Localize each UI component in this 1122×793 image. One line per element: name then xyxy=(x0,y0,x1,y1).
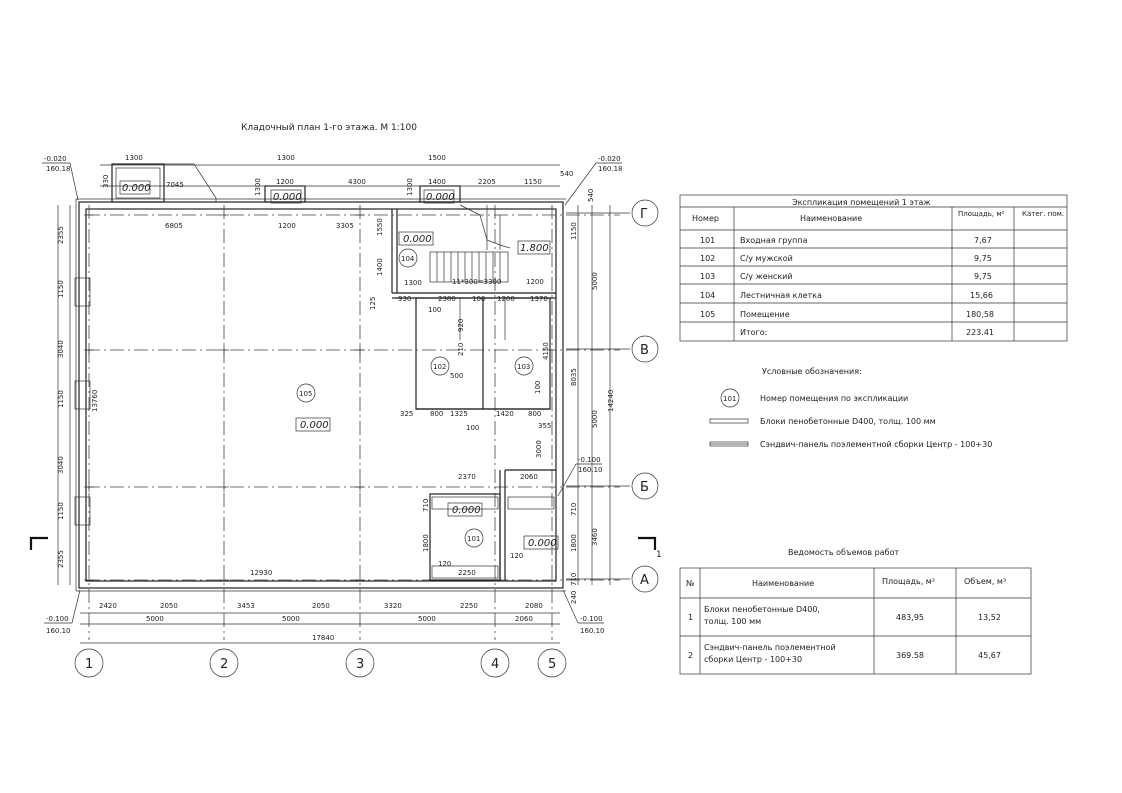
vol-h-area: Площадь, м² xyxy=(882,577,936,586)
svg-text:2050: 2050 xyxy=(312,602,330,610)
svg-text:1500: 1500 xyxy=(428,154,446,162)
svg-text:160.18: 160.18 xyxy=(46,165,71,173)
svg-text:1800: 1800 xyxy=(570,534,578,552)
svg-text:710: 710 xyxy=(422,498,430,512)
svg-text:1200: 1200 xyxy=(497,295,515,303)
expl-r2-name: С/у мужской xyxy=(740,254,793,263)
svg-text:355: 355 xyxy=(538,422,552,430)
legend-block-text: Блоки пенобетонные D400, толщ. 100 мм xyxy=(760,417,936,426)
svg-text:100: 100 xyxy=(472,295,486,303)
svg-text:2380: 2380 xyxy=(438,295,456,303)
svg-text:2250: 2250 xyxy=(458,569,476,577)
svg-text:7045: 7045 xyxy=(166,181,184,189)
svg-text:125: 125 xyxy=(369,296,377,310)
svg-text:100: 100 xyxy=(534,380,542,394)
explication-table xyxy=(680,195,1067,341)
svg-text:160.18: 160.18 xyxy=(598,165,623,173)
legend-title: Условные обозначения: xyxy=(762,367,862,376)
svg-text:540: 540 xyxy=(587,188,595,202)
plan-title: Кладочный план 1-го этажа. М 1:100 xyxy=(241,123,417,133)
vol-r2-vol: 45,67 xyxy=(978,651,1001,660)
section-label: 1 xyxy=(656,550,662,560)
svg-text:930: 930 xyxy=(398,295,412,303)
svg-text:2060: 2060 xyxy=(515,615,533,623)
room-104-label: 104 xyxy=(401,255,415,263)
svg-text:2420: 2420 xyxy=(99,602,117,610)
vol-r1-area: 483,95 xyxy=(896,613,924,622)
expl-r5-area: 180,58 xyxy=(966,310,994,319)
dim-top xyxy=(102,154,573,287)
svg-text:1800: 1800 xyxy=(422,534,430,552)
level-104: 0.000 xyxy=(403,234,432,245)
dim-bottom-total: 17840 xyxy=(312,634,335,642)
svg-text:1400: 1400 xyxy=(376,258,384,276)
level-main: 0.000 xyxy=(300,420,329,431)
svg-text:1200: 1200 xyxy=(526,278,544,286)
svg-text:11*300=3300: 11*300=3300 xyxy=(452,278,502,286)
svg-text:1550: 1550 xyxy=(376,218,384,236)
axis-ticks xyxy=(84,215,365,580)
svg-text:1325: 1325 xyxy=(450,410,468,418)
svg-text:120: 120 xyxy=(438,560,452,568)
vol-r1-n: 1 xyxy=(688,613,694,622)
svg-text:2080: 2080 xyxy=(525,602,543,610)
level-bay2: 0.000 xyxy=(273,192,302,203)
svg-text:3040: 3040 xyxy=(57,456,65,474)
expl-h-area: Площадь, м² xyxy=(958,210,1005,218)
expl-r4-name: Лестничная клетка xyxy=(740,291,822,300)
level-101: 0.000 xyxy=(452,505,481,516)
expl-r2-area: 9,75 xyxy=(974,254,992,263)
svg-text:710: 710 xyxy=(570,502,578,516)
axis-A: А xyxy=(640,573,649,588)
level-bay3: 0.000 xyxy=(426,192,455,203)
expl-h-name: Наименование xyxy=(800,214,863,223)
level-bay1: 0.000 xyxy=(122,183,151,194)
room-103-label: 103 xyxy=(517,363,531,371)
svg-text:1150: 1150 xyxy=(57,280,65,298)
svg-text:500: 500 xyxy=(450,372,464,380)
svg-text:1420: 1420 xyxy=(496,410,514,418)
svg-text:325: 325 xyxy=(400,410,414,418)
svg-text:5000: 5000 xyxy=(591,410,599,428)
svg-text:800: 800 xyxy=(430,410,444,418)
svg-text:240: 240 xyxy=(570,590,578,604)
svg-text:710: 710 xyxy=(570,572,578,586)
svg-text:2050: 2050 xyxy=(160,602,178,610)
expl-r3-name: С/у женский xyxy=(740,272,793,281)
expl-r2-num: 102 xyxy=(700,254,716,263)
section-markers xyxy=(31,538,662,560)
dim-bottom-row2 xyxy=(146,615,533,623)
svg-text:14240: 14240 xyxy=(607,389,615,412)
dimension-lines xyxy=(58,165,610,643)
axis-5: 5 xyxy=(548,657,557,672)
axis-bubbles-numbers xyxy=(75,649,566,677)
dim-bottom-row1 xyxy=(99,602,543,610)
dim-inner-bottom: 12930 xyxy=(250,569,273,577)
legend-room-symbol: 101 xyxy=(723,395,737,403)
svg-text:3453: 3453 xyxy=(237,602,255,610)
svg-text:2250: 2250 xyxy=(460,602,478,610)
expl-r4-num: 104 xyxy=(700,291,716,300)
svg-text:1150: 1150 xyxy=(570,222,578,240)
svg-text:3040: 3040 xyxy=(57,340,65,358)
vol-r1-name2: толщ. 100 мм xyxy=(704,617,762,626)
vol-r1-name1: Блоки пенобетонные D400, xyxy=(704,605,820,614)
dim-left xyxy=(57,226,99,568)
expl-r5-name: Помещение xyxy=(740,310,790,319)
svg-text:120: 120 xyxy=(510,552,524,560)
svg-text:-0.020: -0.020 xyxy=(598,155,621,163)
svg-text:2060: 2060 xyxy=(520,473,538,481)
svg-text:540: 540 xyxy=(560,170,574,178)
svg-text:1200: 1200 xyxy=(276,178,294,186)
vol-r2-n: 2 xyxy=(688,651,694,660)
svg-text:2370: 2370 xyxy=(458,473,476,481)
svg-text:1150: 1150 xyxy=(57,390,65,408)
legend xyxy=(710,367,992,449)
svg-text:5000: 5000 xyxy=(591,272,599,290)
svg-text:1300: 1300 xyxy=(406,178,414,196)
room-101-label: 101 xyxy=(467,535,481,543)
axis-2: 2 xyxy=(220,657,229,672)
svg-text:3000: 3000 xyxy=(535,440,543,458)
svg-text:1200: 1200 xyxy=(278,222,296,230)
svg-text:5000: 5000 xyxy=(146,615,164,623)
axis-4: 4 xyxy=(491,657,500,672)
vol-h-n: № xyxy=(686,579,695,588)
legend-room-text: Номер помещения по экспликации xyxy=(760,394,909,403)
svg-text:160.10: 160.10 xyxy=(578,466,603,474)
axis-G: Г xyxy=(640,207,648,222)
svg-text:4300: 4300 xyxy=(348,178,366,186)
room-numbers xyxy=(297,249,533,547)
svg-text:1400: 1400 xyxy=(428,178,446,186)
svg-text:1300: 1300 xyxy=(277,154,295,162)
axis-1: 1 xyxy=(85,657,94,672)
room-105-label: 105 xyxy=(299,390,313,398)
expl-r4-area: 15,66 xyxy=(970,291,993,300)
expl-total-value: 223.41 xyxy=(966,328,994,337)
svg-text:1150: 1150 xyxy=(57,502,65,520)
svg-text:-0.100: -0.100 xyxy=(46,615,69,623)
expl-r5-num: 105 xyxy=(700,310,716,319)
svg-text:160.10: 160.10 xyxy=(580,627,605,635)
svg-text:210: 210 xyxy=(457,342,465,356)
axis-B: Б xyxy=(640,480,649,495)
svg-text:3320: 3320 xyxy=(384,602,402,610)
outer-walls xyxy=(76,199,566,591)
svg-text:100: 100 xyxy=(466,424,480,432)
expl-r1-area: 7,67 xyxy=(974,236,992,245)
svg-text:330: 330 xyxy=(102,174,110,188)
svg-text:1300: 1300 xyxy=(404,279,422,287)
level-stair: 1.800 xyxy=(520,243,549,254)
axis-V: В xyxy=(640,343,649,358)
left-windows xyxy=(75,278,90,525)
svg-text:1300: 1300 xyxy=(254,178,262,196)
expl-r3-area: 9,75 xyxy=(974,272,992,281)
expl-h-num: Номер xyxy=(692,214,719,223)
vol-h-vol: Объем, м³ xyxy=(964,577,1007,586)
svg-text:8035: 8035 xyxy=(570,368,578,386)
vol-r2-name1: Сэндвич-панель поэлементной xyxy=(704,643,836,652)
level-101b: 0.000 xyxy=(528,538,557,549)
expl-r1-name: Входная группа xyxy=(740,236,808,245)
expl-r1-num: 101 xyxy=(700,236,716,245)
volumes-title: Ведомость объемов работ xyxy=(788,548,900,557)
svg-text:-0.020: -0.020 xyxy=(44,155,67,163)
vol-h-name: Наименование xyxy=(752,579,815,588)
svg-text:2355: 2355 xyxy=(57,226,65,244)
svg-text:-0.100: -0.100 xyxy=(580,615,603,623)
expl-total-label: Итого: xyxy=(740,328,768,337)
svg-text:-0.100: -0.100 xyxy=(578,456,601,464)
svg-text:13760: 13760 xyxy=(91,389,99,412)
axis-3: 3 xyxy=(356,657,365,672)
expl-r3-num: 103 xyxy=(700,272,716,281)
dim-interior xyxy=(369,218,551,577)
explication-title: Экспликация помещений 1 этаж xyxy=(792,198,931,207)
svg-text:160.10: 160.10 xyxy=(46,627,71,635)
svg-text:3460: 3460 xyxy=(591,528,599,546)
svg-text:5000: 5000 xyxy=(282,615,300,623)
legend-block-symbol xyxy=(710,419,748,423)
svg-text:6805: 6805 xyxy=(165,222,183,230)
vol-r1-vol: 13,52 xyxy=(978,613,1001,622)
svg-text:4150: 4150 xyxy=(542,342,550,360)
svg-text:800: 800 xyxy=(528,410,542,418)
svg-text:1150: 1150 xyxy=(524,178,542,186)
svg-text:100: 100 xyxy=(428,306,442,314)
room-102-label: 102 xyxy=(433,363,447,371)
svg-text:920: 920 xyxy=(457,318,465,332)
legend-panel-text: Сэндвич-панель поэлементной сборки Центр - 100+30 xyxy=(760,440,993,449)
svg-text:5000: 5000 xyxy=(418,615,436,623)
svg-text:3305: 3305 xyxy=(336,222,354,230)
svg-text:1370: 1370 xyxy=(530,295,548,303)
svg-text:2355: 2355 xyxy=(57,550,65,568)
external-level-marks xyxy=(42,155,623,635)
vol-r2-name2: сборки Центр - 100+30 xyxy=(704,655,803,664)
svg-text:2205: 2205 xyxy=(478,178,496,186)
svg-text:1300: 1300 xyxy=(125,154,143,162)
expl-h-cat: Катег. пом. xyxy=(1022,210,1065,218)
vol-r2-area: 369.58 xyxy=(896,651,924,660)
volumes-table xyxy=(680,548,1031,674)
